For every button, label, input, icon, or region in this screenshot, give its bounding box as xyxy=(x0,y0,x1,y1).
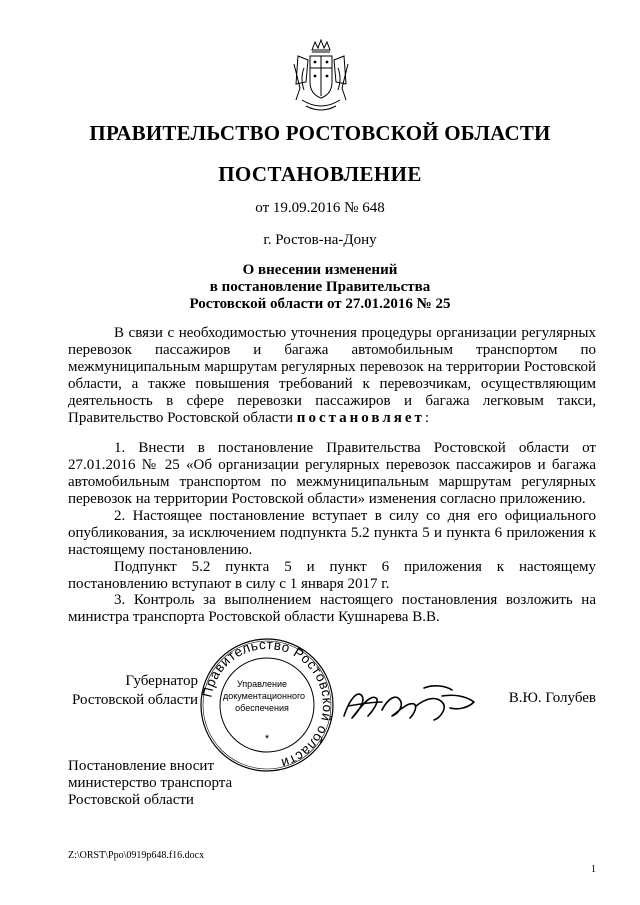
item-3-paragraph xyxy=(68,592,596,626)
stamp-inner-line: документационного xyxy=(222,691,306,701)
document-date-number: от 19.09.2016 № 648 xyxy=(255,200,385,216)
submitter-line: Ростовской области xyxy=(68,792,194,808)
item-1-text: 1. Внести в постановление Правительства Ростовской области от 27.01.2016 № 25 «Об организации регулярных перевозок пассажиров и багажа автомобильным транспортом по межмуниципальным маршрутам регулярных перевозок на территории Ростовской области» изменения согласно приложению. xyxy=(68,440,596,507)
stamp-inner-line: Управление xyxy=(236,679,288,689)
preamble-paragraph xyxy=(68,325,596,427)
decree-word: постановляет xyxy=(296,410,425,426)
submitter-line: Постановление вносит xyxy=(68,758,215,774)
item-3-text: 3. Контроль за выполнением настоящего постановления возложить на министра транспорта Ростовской области Кушнарева В.В. xyxy=(68,592,596,625)
handwritten-signature xyxy=(338,676,480,728)
stamp-inner-line: обеспечения xyxy=(235,703,289,713)
item-2-note-paragraph xyxy=(68,559,596,593)
stamp-outer-text: Правительство Ростовской области xyxy=(199,636,336,772)
file-path: Z:\ORST\Ppo\0919p648.f16.docx xyxy=(68,850,205,861)
signatory-title xyxy=(68,672,198,710)
page-number: 1 xyxy=(591,864,596,875)
preamble-text: В связи с необходимостью уточнения процедуры организации регулярных перевозок пассажиров и багажа автомобильным транспортом по межмуниципальным маршрутам регулярных перевозок на территории Ростовской области, а также повышения требований к перевозчикам, осуществляющим деятельность в сфере перевозки пассажиров и багажа легковым такси, Правительство Ростовской области xyxy=(68,325,596,426)
signatory-title-line: Губернатор xyxy=(125,673,198,689)
official-stamp xyxy=(198,636,336,774)
item-2-paragraph xyxy=(68,508,596,559)
signatory-name: В.Ю. Голубев xyxy=(508,690,596,706)
document-city: г. Ростов-на-Дону xyxy=(263,232,377,248)
submitter-block xyxy=(68,758,232,809)
decree-colon: : xyxy=(424,410,430,426)
document-subject xyxy=(0,262,640,313)
coat-of-arms-icon xyxy=(292,38,350,116)
submitter-line: министерство транспорта xyxy=(68,775,233,791)
item-2-note-text: Подпункт 5.2 пункта 5 и пункт 6 приложения к настоящему постановлению вступают в силу с 1 января 2017 г. xyxy=(68,559,596,592)
org-title: ПРАВИТЕЛЬСТВО РОСТОВСКОЙ ОБЛАСТИ xyxy=(89,121,551,145)
signatory-title-line: Ростовской области xyxy=(72,692,198,708)
subject-line: О внесении изменений xyxy=(242,262,398,278)
stamp-star: * xyxy=(264,733,270,745)
document-type: ПОСТАНОВЛЕНИЕ xyxy=(218,162,422,186)
item-2-text: 2. Настоящее постановление вступает в силу со дня его официального опубликования, за исключением подпункта 5.2 пункта 5 и пункта 6 приложения к настоящему постановлению. xyxy=(68,508,596,558)
subject-line: Ростовской области от 27.01.2016 № 25 xyxy=(189,296,451,312)
item-1-paragraph xyxy=(68,440,596,508)
subject-line: в постановление Правительства xyxy=(209,279,431,295)
